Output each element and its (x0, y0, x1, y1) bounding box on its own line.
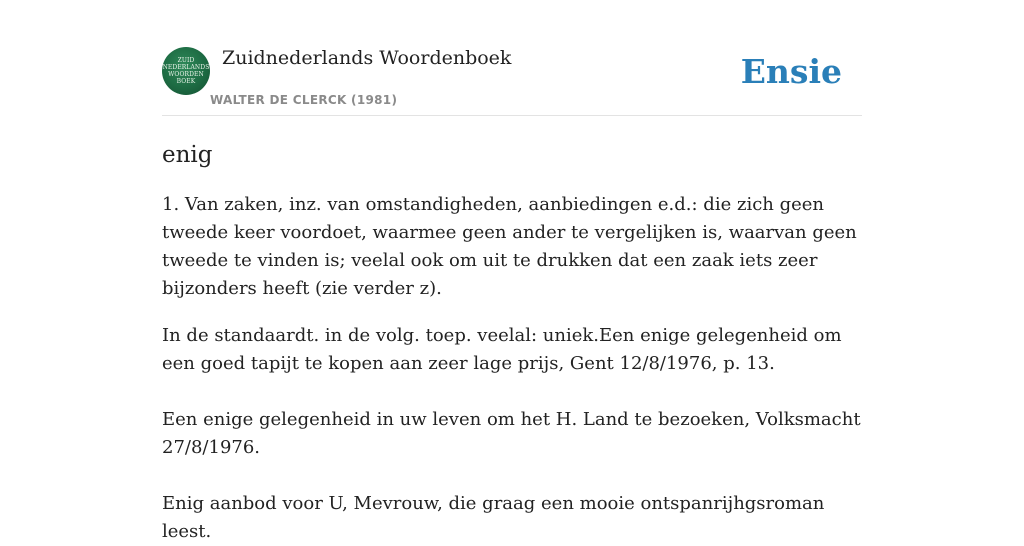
ensie-brand-link[interactable]: Ensie (740, 52, 842, 91)
entry-definition: 1. Van zaken, inz. van omstandigheden, aanbiedingen e.d.: die zich geen tweede keer voordoet, waarmee geen ander te vergelijken is, waarvan geen tweede te vinden is; veelal ook om uit te drukken dat een zaak iets zeer bijzonders heeft (zie verder z). (162, 194, 857, 299)
entry-paragraph: Een enige gelegenheid in uw leven om het H. Land te bezoeken, Volksmacht 27/8/1976. (162, 409, 861, 458)
logo-line: BOEK (176, 78, 196, 85)
author-label: WALTER DE CLERCK (1981) (210, 93, 398, 107)
entry-paragraph: In de standaardt. in de volg. toep. veelal: uniek.Een enige gelegenheid om een goed tapijt te kopen aan zeer lage prijs, Gent 12/8/1976, p. 13. (162, 325, 842, 374)
book-cover-logo[interactable] (162, 47, 210, 95)
page (162, 0, 862, 546)
entry-headword: enig (162, 142, 213, 168)
logo-line: NEDERLANDS (162, 64, 210, 71)
entry-paragraph: Enig aanbod voor U, Mevrouw, die graag een mooie ontspanrijhgsroman leest. (162, 493, 825, 542)
logo-line: WOORDEN (168, 71, 204, 78)
book-title[interactable]: Zuidnederlands Woordenboek (222, 47, 512, 69)
header (162, 46, 862, 116)
logo-line: ZUID (177, 57, 195, 64)
